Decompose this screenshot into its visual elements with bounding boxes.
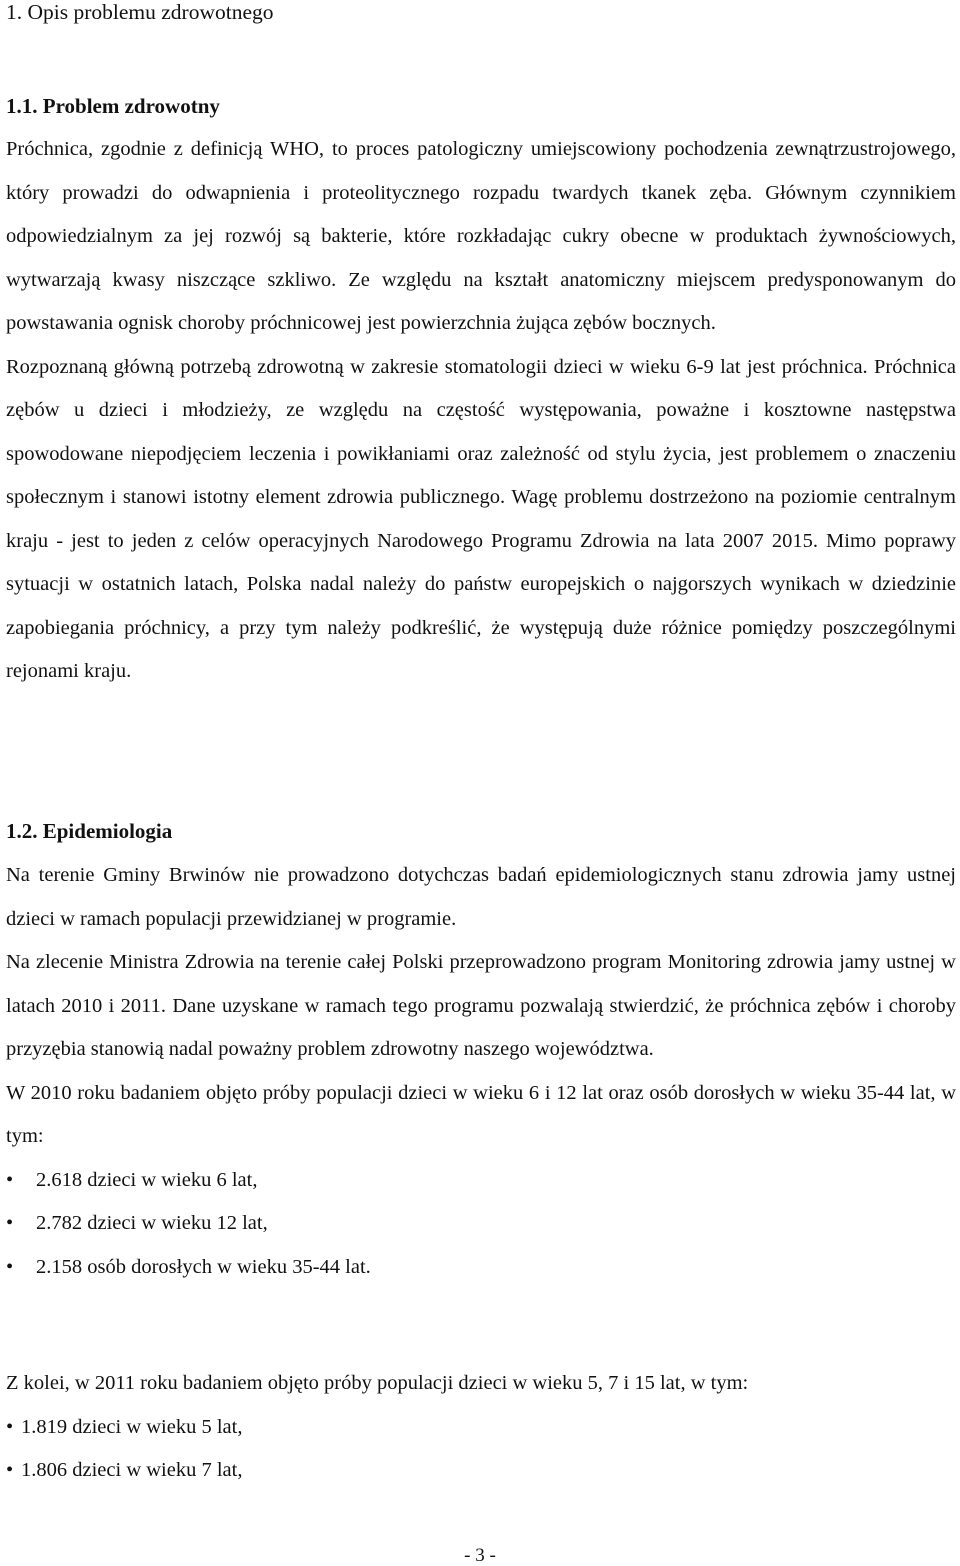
section-problem-zdrowotny bbox=[6, 94, 956, 694]
heading-opis-problemu: 1. Opis problemu zdrowotnego bbox=[6, 0, 274, 24]
paragraph-badanie-2010: W 2010 roku badaniem objęto próby populacji dzieci w wieku 6 i 12 lat oraz osób dorosłych w wieku 35-44 lat, w tym: bbox=[6, 1081, 956, 1147]
list-item-text: 2.618 dzieci w wieku 6 lat, bbox=[36, 1168, 258, 1191]
bullet-icon: • bbox=[6, 1255, 14, 1278]
list-item bbox=[6, 1246, 956, 1290]
list-item bbox=[6, 1202, 956, 1246]
section-title: Epidemiologia bbox=[42, 819, 173, 843]
bullet-icon: • bbox=[6, 1459, 14, 1481]
paragraph-monitoring: Na zlecenie Ministra Zdrowia na terenie całej Polski przeprowadzono program Monitoring zdrowia jamy ustnej w latach 2010 i 2011. Dane uzyskane w ramach tego programu pozwalają stwierdzić, że próchnica zębów i choroby przyzębia stanowią nadal poważny problem zdrowotny naszego województwa. bbox=[6, 951, 956, 1060]
paragraph-potrzeba-zdrowotna: Rozpoznaną główną potrzebą zdrowotną w zakresie stomatologii dzieci w wieku 6-9 lat jest próchnica. Próchnica zębów u dzieci i młodzieży, ze względu na częstość występowania, poważne i kosztowne następstwa spowodowane niepodjęciem leczenia i powikłaniami oraz zależność od stylu życia, jest problemem o znaczeniu społecznym i stanowi istotny element zdrowia publicznego. Wagę problemu dostrzeżono na poziomie centralnym kraju - jest to jeden z celów operacyjnych Narodowego Programu Zdrowia na lata 2007 2015. Mimo poprawy sytuacji w ostatnich latach, Polska nadal należy do państw europejskich o najgorszych wynikach w dziedzinie zapobiegania próchnicy, a przy tym należy podkreślić, że występują duże różnice pomiędzy poszczególnymi rejonami kraju. bbox=[6, 355, 956, 682]
paragraph-definicja: Próchnica, zgodnie z definicją WHO, to proces patologiczny umiejscowiony pochodzenia zewnątrzustrojowego, który prowadzi do odwapnienia i proteolitycznego rozpadu twardych tkanek zęba. Głównym czynnikiem odpowiedzialnym za jej rozwój są bakterie, które rozkładając cukry obecne w produktach żywnościowych, wytwarzają kwasy niszczące szkliwo. Ze względu na kształt anatomiczny miejscem predysponowanym do powstawania ognisk choroby próchnicowej jest powierzchnia żująca zębów bocznych. bbox=[6, 138, 956, 334]
list-item bbox=[6, 1449, 956, 1493]
list-item bbox=[6, 1159, 956, 1203]
list-item-text: 2.782 dzieci w wieku 12 lat, bbox=[36, 1212, 268, 1234]
paragraph-gmina-brwinow: Na terenie Gminy Brwinów nie prowadzono dotychczas badań epidemiologicznych stanu zdrowia jamy ustnej dzieci w ramach populacji przewidzianej w programie. bbox=[6, 864, 956, 930]
paragraph-badanie-2011: Z kolei, w 2011 roku badaniem objęto próby populacji dzieci w wieku 5, 7 i 15 lat, w tym: bbox=[6, 1372, 749, 1394]
list-item-text: 1.806 dzieci w wieku 7 lat, bbox=[21, 1459, 243, 1481]
section-epidemiologia bbox=[6, 819, 956, 1289]
list-item bbox=[6, 1406, 956, 1450]
heading-problem-zdrowotny bbox=[6, 94, 956, 118]
section-number: 1.2. bbox=[6, 819, 38, 843]
bullet-icon: • bbox=[6, 1168, 14, 1191]
list-2011 bbox=[6, 1406, 956, 1493]
section-badanie-2011 bbox=[6, 1362, 956, 1493]
heading-epidemiologia bbox=[6, 819, 956, 843]
list-2010 bbox=[6, 1159, 956, 1290]
bullet-icon: • bbox=[6, 1212, 14, 1234]
section-number: 1.1. bbox=[6, 94, 38, 118]
list-item-text: 1.819 dzieci w wieku 5 lat, bbox=[21, 1415, 243, 1438]
list-item-text: 2.158 osób dorosłych w wieku 35-44 lat. bbox=[36, 1255, 371, 1278]
page-number: - 3 - bbox=[464, 1545, 496, 1566]
bullet-icon: • bbox=[6, 1415, 14, 1438]
section-title: Problem zdrowotny bbox=[42, 94, 220, 118]
